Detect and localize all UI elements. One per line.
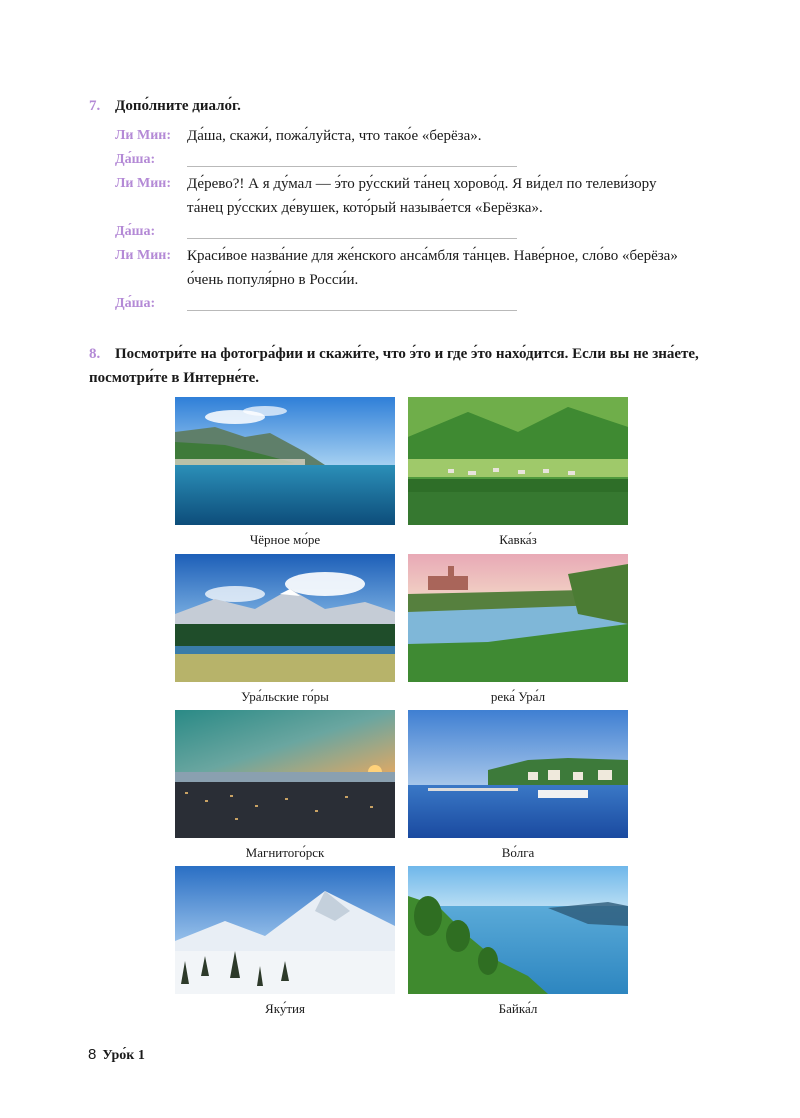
- dialog-line: [115, 222, 715, 246]
- page-number: 8: [88, 1046, 97, 1063]
- speaker-name: Да́ша:: [115, 152, 156, 167]
- exercise-8-heading: [89, 342, 709, 390]
- exercise-number: 8.: [89, 346, 101, 362]
- caucasus-photo: [408, 397, 628, 525]
- speaker-name: Ли Мин:: [115, 128, 172, 143]
- yakutia-photo: [175, 866, 395, 994]
- dialog-text: та́нец ру́сских де́вушек, кото́рый называ́ется «Берёзка».: [187, 200, 543, 216]
- photo-caption: река́ Ура́л: [490, 689, 546, 704]
- dialog-line: [115, 198, 715, 222]
- dialog: [115, 126, 715, 318]
- volga-photo: [408, 710, 628, 838]
- answer-blank[interactable]: [187, 310, 517, 311]
- exercise-title: Посмотри́те на фотогра́фии и скажи́те, что э́то и где э́то нахо́дится. Если вы не зна́ете, посмотри́те в Интерне́те.: [89, 346, 699, 386]
- exercise-7-heading: [89, 94, 241, 118]
- photo-caption: Байка́л: [498, 1001, 538, 1016]
- photo-caption: Во́лга: [501, 845, 535, 860]
- photo-caption: Яку́тия: [265, 1001, 305, 1016]
- dialog-text: Де́рево?! А я ду́мал — э́то ру́сский та́нец хорово́д. Я ви́дел по телеви́зору: [187, 176, 657, 192]
- speaker-name: Да́ша:: [115, 224, 156, 239]
- photo-caption: Ура́льские го́ры: [241, 689, 329, 704]
- dialog-line: [115, 270, 715, 294]
- magnitogorsk-photo: [175, 710, 395, 838]
- dialog-text: Краси́вое назва́ние для же́нского анса́мбля та́нцев. Наве́рное, сло́во «берёза»: [187, 248, 678, 264]
- speaker-name: Ли Мин:: [115, 176, 172, 191]
- speaker-name: Ли Мин:: [115, 248, 172, 263]
- answer-blank[interactable]: [187, 166, 517, 167]
- dialog-line: [115, 294, 715, 318]
- answer-blank[interactable]: [187, 238, 517, 239]
- dialog-line: [115, 246, 715, 270]
- dialog-line: [115, 126, 715, 150]
- dialog-line: [115, 150, 715, 174]
- photo-caption: Магнитого́рск: [245, 845, 325, 860]
- exercise-number: 7.: [89, 98, 101, 114]
- black-sea-photo: [175, 397, 395, 525]
- page-footer: [88, 1046, 145, 1064]
- photo-caption: Кавка́з: [499, 532, 537, 547]
- dialog-text: Да́ша, скажи́, пожа́луйста, что тако́е «берёза».: [187, 128, 482, 144]
- photo-caption: Чёрное мо́ре: [249, 532, 321, 547]
- dialog-line: [115, 174, 715, 198]
- ural-river-photo: [408, 554, 628, 682]
- ural-mountains-photo: [175, 554, 395, 682]
- speaker-name: Да́ша:: [115, 296, 156, 311]
- baikal-photo: [408, 866, 628, 994]
- dialog-text: о́чень популя́рно в Росси́и.: [187, 272, 359, 288]
- lesson-label: Уро́к 1: [102, 1048, 145, 1063]
- exercise-title: Допо́лните диало́г.: [115, 98, 241, 114]
